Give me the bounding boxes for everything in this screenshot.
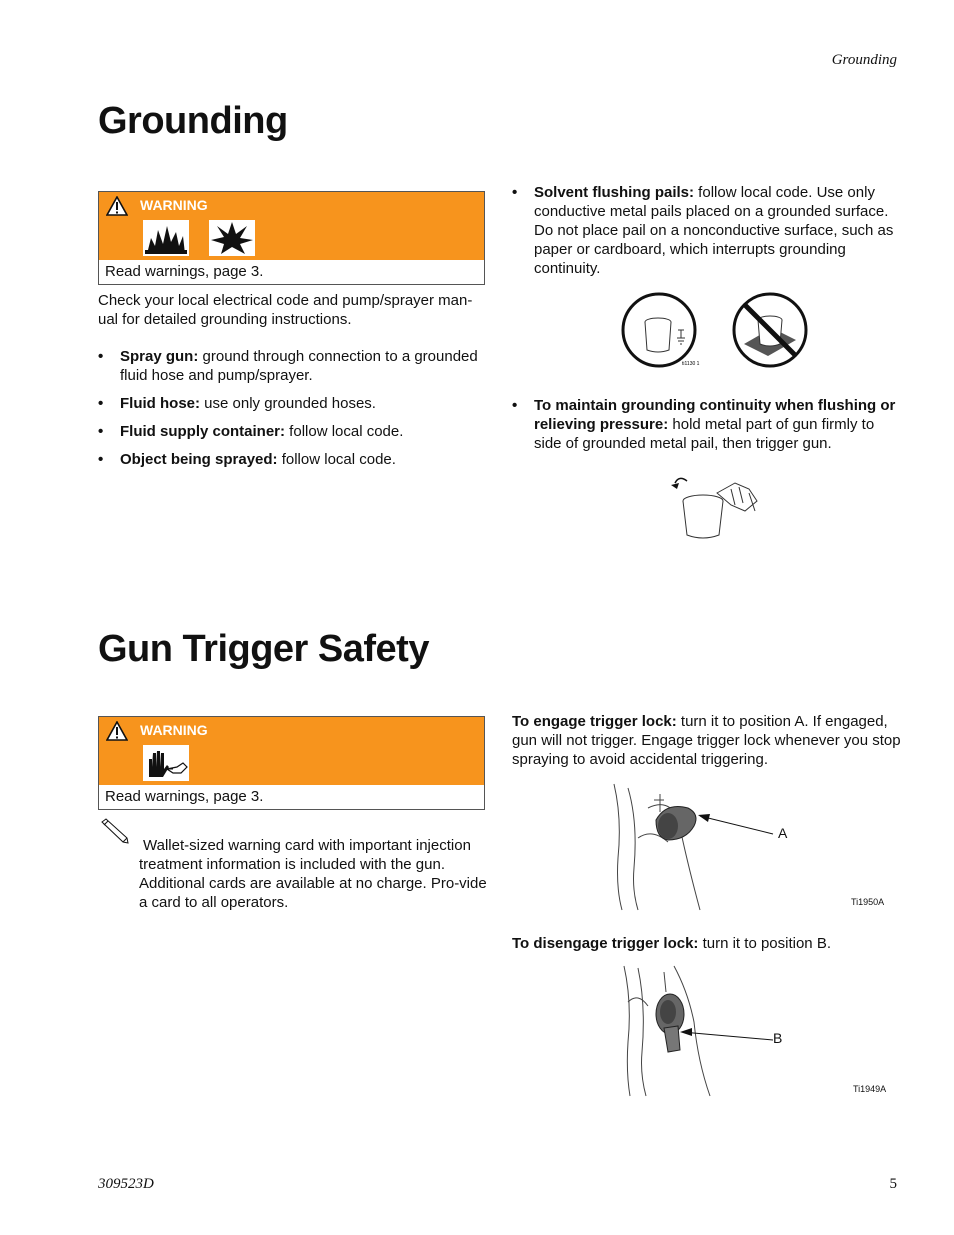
- warning-triangle-icon: [106, 721, 128, 741]
- injection-card-note: Wallet-sized warning card with important injection treatment information is included with the gun. Additional cards are available at no charge. Pro-vide a card to all operators.: [139, 837, 487, 911]
- fire-hazard-icon: [143, 220, 189, 256]
- list-item: • Fluid supply container: follow local code.: [98, 422, 486, 441]
- list-item: • Fluid hose: use only grounded hoses.: [98, 394, 486, 413]
- engage-instructions: To engage trigger lock: turn it to position A. If engaged, gun will not trigger. Engage trigger lock whenever you stop spraying to avoid accidental triggering.: [512, 713, 901, 768]
- page-number: 5: [889, 1176, 897, 1192]
- warning-label: WARNING: [140, 197, 208, 213]
- trigger-lock-figure-a: [608, 778, 808, 912]
- warning-label: WARNING: [140, 722, 208, 738]
- list-item: • Spray gun: ground through connection to a grounded fluid hose and pump/sprayer.: [98, 347, 486, 385]
- figure-code-b: Ti1949A: [853, 1084, 887, 1094]
- grounding-right-list-1: [512, 183, 900, 287]
- figure-code-a: Ti1950A: [851, 897, 885, 907]
- svg-text:ti1130 1: ti1130 1: [682, 361, 700, 367]
- section-title-trigger: Gun Trigger Safety: [98, 628, 429, 670]
- warning-box-trigger: [98, 716, 485, 810]
- list-item: • To maintain grounding continuity when flushing or relieving pressure: hold metal part of gun firmly to side of grounded metal pail, then trigger gun.: [512, 396, 900, 453]
- figure-label-b: B: [773, 1030, 783, 1046]
- gun-pail-illustration: [665, 465, 765, 543]
- figure-label-a: A: [778, 825, 788, 841]
- warning-read-text: Read warnings, page 3.: [105, 263, 264, 280]
- section-title-grounding: Grounding: [98, 100, 288, 142]
- pencil-note-icon: [100, 818, 130, 844]
- disengage-instructions: To disengage trigger lock: turn it to position B.: [512, 935, 831, 952]
- injection-hazard-icon: [143, 745, 189, 781]
- document-number: 309523D: [98, 1176, 154, 1192]
- pail-grounding-illustration: [620, 292, 810, 372]
- grounding-intro: Check your local electrical code and pump/sprayer man-ual for detailed grounding instructions.: [98, 292, 473, 328]
- explosion-hazard-icon: [209, 220, 255, 256]
- warning-read-text: Read warnings, page 3.: [105, 788, 264, 805]
- warning-box-grounding: [98, 191, 485, 285]
- list-item: • Object being sprayed: follow local code.: [98, 450, 486, 469]
- running-head: Grounding: [831, 52, 897, 68]
- list-item: • Solvent flushing pails: follow local code. Use only conductive metal pails placed on a grounded surface. Do not place pail on a nonconductive surface, such as paper or cardboard, which interrupts grounding continuity.: [512, 183, 900, 278]
- warning-triangle-icon: [106, 196, 128, 216]
- grounding-bullet-list: [98, 347, 486, 478]
- grounding-right-list-2: [512, 396, 900, 462]
